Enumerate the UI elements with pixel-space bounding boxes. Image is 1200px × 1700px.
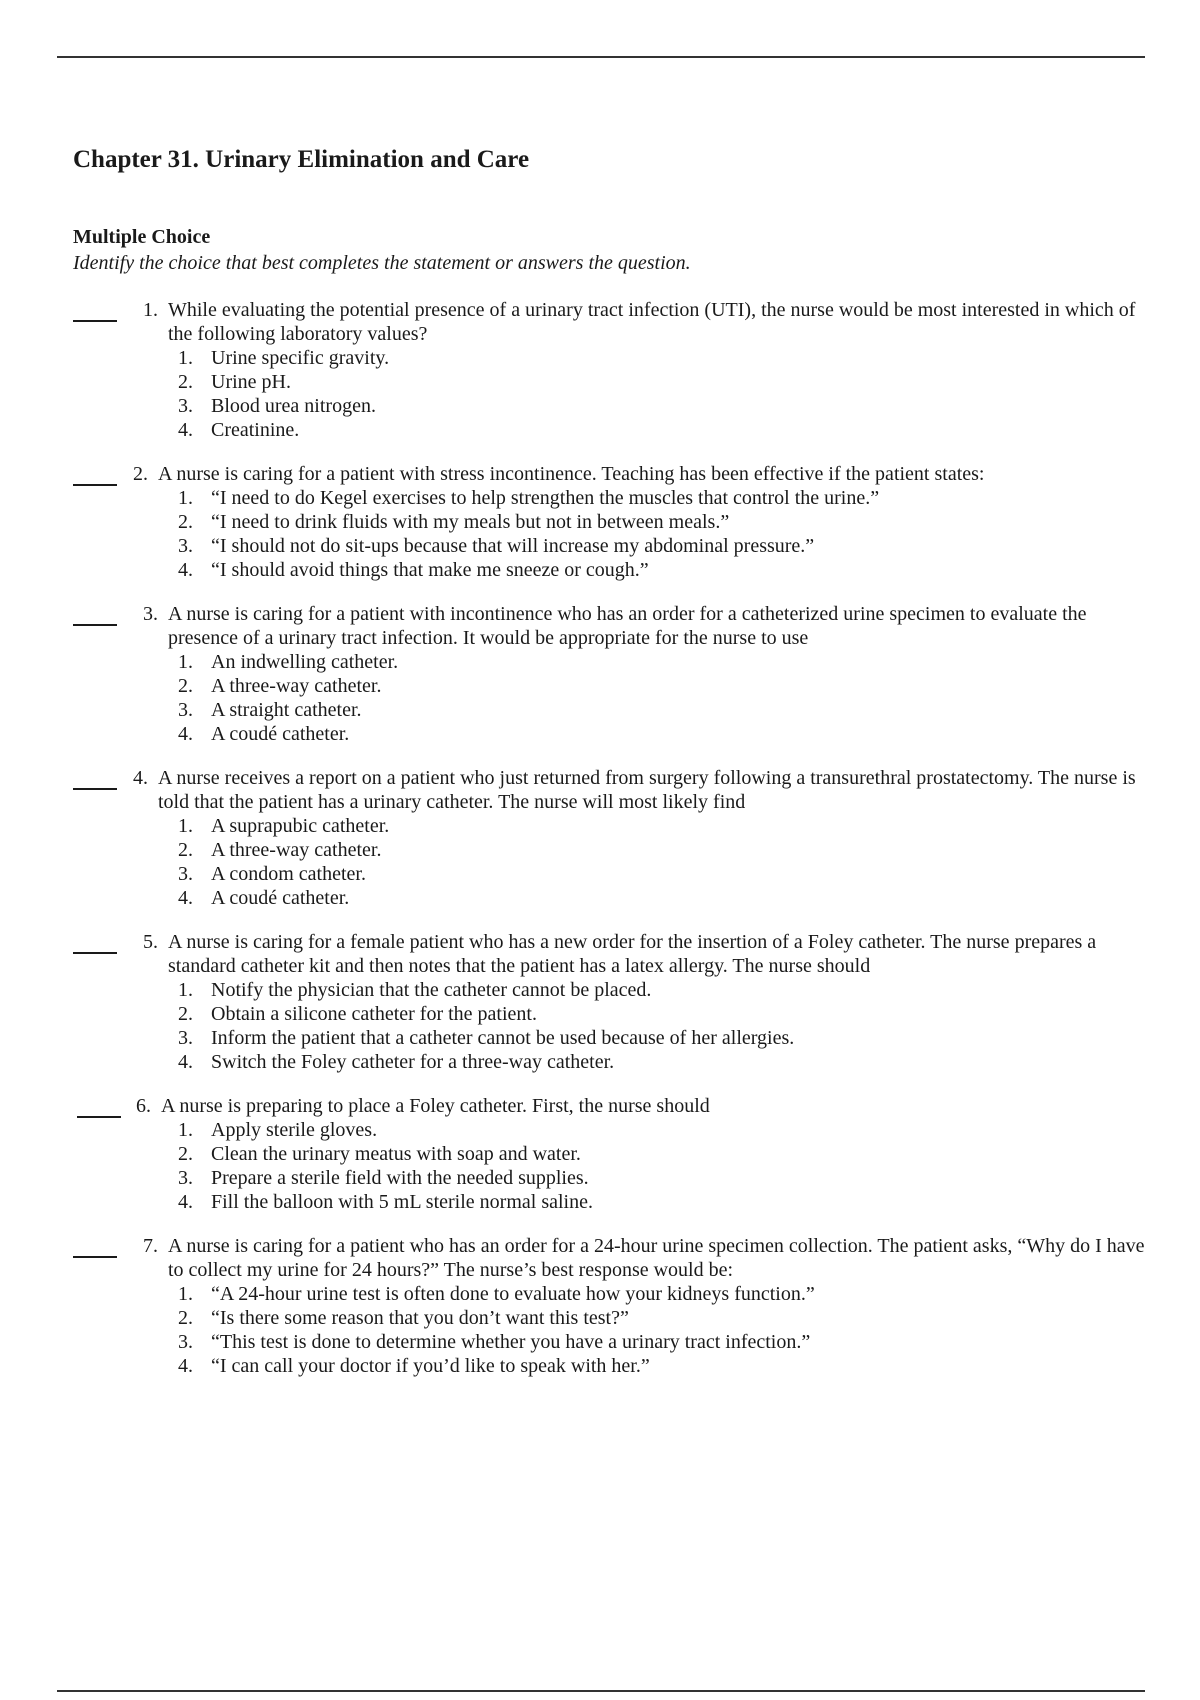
choice-item <box>178 1354 1153 1378</box>
choice-item <box>178 1002 1153 1026</box>
choice-item <box>178 1282 1153 1306</box>
question-number: 4. <box>133 767 148 789</box>
choice-text: Blood urea nitrogen. <box>211 395 376 417</box>
choice-text: “I can call your doctor if you’d like to speak with her.” <box>211 1355 650 1377</box>
choice-text: Clean the urinary meatus with soap and water. <box>211 1143 581 1165</box>
choice-text: Notify the physician that the catheter cannot be placed. <box>211 979 652 1001</box>
choice-number: 4. <box>178 419 193 441</box>
question-number: 3. <box>143 603 158 625</box>
choice-number: 1. <box>178 651 193 673</box>
choice-number: 1. <box>178 979 193 1001</box>
choice-number: 2. <box>178 1003 193 1025</box>
choice-item <box>178 862 1153 886</box>
choice-text: “A 24-hour urine test is often done to evaluate how your kidneys function.” <box>211 1283 815 1305</box>
choice-text: A straight catheter. <box>211 699 362 721</box>
choice-number: 3. <box>178 699 193 721</box>
question-item <box>73 766 1153 910</box>
question-item <box>73 1094 1153 1214</box>
question-text: A nurse receives a report on a patient who just returned from surgery following a transurethral prostatectomy. The nurse is told that the patient has a urinary catheter. The nurse will most likely find <box>158 767 1136 813</box>
question-number: 7. <box>143 1235 158 1257</box>
choice-item <box>178 370 1153 394</box>
question-item <box>73 1234 1153 1378</box>
answer-blank[interactable] <box>73 320 117 322</box>
answer-blank[interactable] <box>77 1116 121 1118</box>
question-text: A nurse is caring for a patient who has an order for a 24-hour urine specimen collection. The patient asks, “Why do I have to collect my urine for 24 hours?” The nurse’s best response would be: <box>168 1235 1145 1281</box>
choice-list <box>73 346 1153 442</box>
choice-number: 1. <box>178 815 193 837</box>
choice-number: 3. <box>178 535 193 557</box>
choice-item <box>178 1190 1153 1214</box>
choice-item <box>178 1118 1153 1142</box>
choice-number: 1. <box>178 487 193 509</box>
question-stem <box>73 602 1153 650</box>
choice-item <box>178 534 1153 558</box>
question-stem <box>73 766 1153 814</box>
question-number: 5. <box>143 931 158 953</box>
choice-item <box>178 886 1153 910</box>
question-item <box>73 298 1153 442</box>
choice-text: A coudé catheter. <box>211 887 350 909</box>
choice-text: A suprapubic catheter. <box>211 815 390 837</box>
choice-text: “I should avoid things that make me sneeze or cough.” <box>211 559 649 581</box>
question-stem <box>73 1234 1153 1282</box>
choice-item <box>178 698 1153 722</box>
answer-blank[interactable] <box>73 788 117 790</box>
choice-item <box>178 558 1153 582</box>
chapter-title: Chapter 31. Urinary Elimination and Care <box>73 146 530 173</box>
choice-number: 2. <box>178 839 193 861</box>
question-item <box>73 602 1153 746</box>
choice-number: 1. <box>178 1283 193 1305</box>
question-number: 2. <box>133 463 148 485</box>
instructions: Identify the choice that best completes the statement or answers the question. <box>73 252 691 274</box>
question-number: 1. <box>143 299 158 321</box>
choice-text: An indwelling catheter. <box>211 651 399 673</box>
choice-list <box>73 486 1153 582</box>
choice-item <box>178 674 1153 698</box>
choice-number: 4. <box>178 1051 193 1073</box>
question-list <box>73 298 1153 1378</box>
choice-text: A three-way catheter. <box>211 839 382 861</box>
choice-number: 3. <box>178 395 193 417</box>
choice-text: Creatinine. <box>211 419 300 441</box>
choice-text: “This test is done to determine whether you have a urinary tract infection.” <box>211 1331 811 1353</box>
choice-number: 1. <box>178 1119 193 1141</box>
choice-text: A coudé catheter. <box>211 723 350 745</box>
question-text: While evaluating the potential presence of a urinary tract infection (UTI), the nurse would be most interested in which of the following laboratory values? <box>168 299 1136 345</box>
choice-list <box>73 978 1153 1074</box>
choice-text: A condom catheter. <box>211 863 366 885</box>
choice-text: Obtain a silicone catheter for the patient. <box>211 1003 537 1025</box>
choice-item <box>178 1306 1153 1330</box>
choice-number: 4. <box>178 1191 193 1213</box>
choice-item <box>178 1166 1153 1190</box>
choice-number: 2. <box>178 1143 193 1165</box>
choice-text: Switch the Foley catheter for a three-way catheter. <box>211 1051 615 1073</box>
choice-item <box>178 510 1153 534</box>
choice-text: A three-way catheter. <box>211 675 382 697</box>
choice-number: 3. <box>178 1027 193 1049</box>
question-item <box>73 462 1153 582</box>
choice-item <box>178 1050 1153 1074</box>
question-stem <box>73 1094 1153 1118</box>
section-title: Multiple Choice <box>73 226 211 248</box>
choice-item <box>178 814 1153 838</box>
choice-text: “I need to drink fluids with my meals but not in between meals.” <box>211 511 730 533</box>
choice-text: “I should not do sit-ups because that will increase my abdominal pressure.” <box>211 535 815 557</box>
question-item <box>73 930 1153 1074</box>
choice-number: 3. <box>178 1331 193 1353</box>
choice-item <box>178 346 1153 370</box>
choice-item <box>178 978 1153 1002</box>
choice-text: “Is there some reason that you don’t want this test?” <box>211 1307 629 1329</box>
choice-text: Prepare a sterile field with the needed supplies. <box>211 1167 589 1189</box>
choice-number: 2. <box>178 371 193 393</box>
choice-text: Urine pH. <box>211 371 291 393</box>
header-rule <box>57 56 1145 58</box>
choice-list <box>73 814 1153 910</box>
question-stem <box>73 298 1153 346</box>
footer-rule <box>57 1690 1145 1692</box>
question-stem <box>73 930 1153 978</box>
choice-item <box>178 650 1153 674</box>
choice-item <box>178 1142 1153 1166</box>
choice-list <box>73 1282 1153 1378</box>
choice-number: 4. <box>178 723 193 745</box>
question-text: A nurse is caring for a female patient who has a new order for the insertion of a Foley catheter. The nurse prepares a standard catheter kit and then notes that the patient has a latex allergy. The nurse should <box>168 931 1097 977</box>
question-number: 6. <box>136 1095 151 1117</box>
choice-text: Urine specific gravity. <box>211 347 390 369</box>
answer-blank[interactable] <box>73 952 117 954</box>
choice-number: 4. <box>178 1355 193 1377</box>
choice-item <box>178 838 1153 862</box>
choice-list <box>73 1118 1153 1214</box>
choice-item <box>178 1330 1153 1354</box>
choice-text: “I need to do Kegel exercises to help strengthen the muscles that control the urine.” <box>211 487 880 509</box>
choice-item <box>178 722 1153 746</box>
question-text: A nurse is caring for a patient with incontinence who has an order for a catheterized urine specimen to evaluate the presence of a urinary tract infection. It would be appropriate for the nurse to use <box>168 603 1087 649</box>
choice-item <box>178 486 1153 510</box>
choice-text: Fill the balloon with 5 mL sterile normal saline. <box>211 1191 593 1213</box>
choice-text: Inform the patient that a catheter cannot be used because of her allergies. <box>211 1027 795 1049</box>
choice-number: 4. <box>178 559 193 581</box>
choice-item <box>178 418 1153 442</box>
question-text: A nurse is caring for a patient with stress incontinence. Teaching has been effective if the patient states: <box>158 463 985 485</box>
choice-number: 2. <box>178 511 193 533</box>
choice-number: 2. <box>178 1307 193 1329</box>
choice-item <box>178 1026 1153 1050</box>
choice-number: 2. <box>178 675 193 697</box>
choice-number: 1. <box>178 347 193 369</box>
choice-number: 3. <box>178 863 193 885</box>
answer-blank[interactable] <box>73 624 117 626</box>
choice-text: Apply sterile gloves. <box>211 1119 378 1141</box>
choice-item <box>178 394 1153 418</box>
choice-list <box>73 650 1153 746</box>
question-stem <box>73 462 1153 486</box>
answer-blank[interactable] <box>73 484 117 486</box>
choice-number: 3. <box>178 1167 193 1189</box>
choice-number: 4. <box>178 887 193 909</box>
question-text: A nurse is preparing to place a Foley catheter. First, the nurse should <box>161 1095 710 1117</box>
answer-blank[interactable] <box>73 1256 117 1258</box>
document-body <box>73 140 1153 1398</box>
